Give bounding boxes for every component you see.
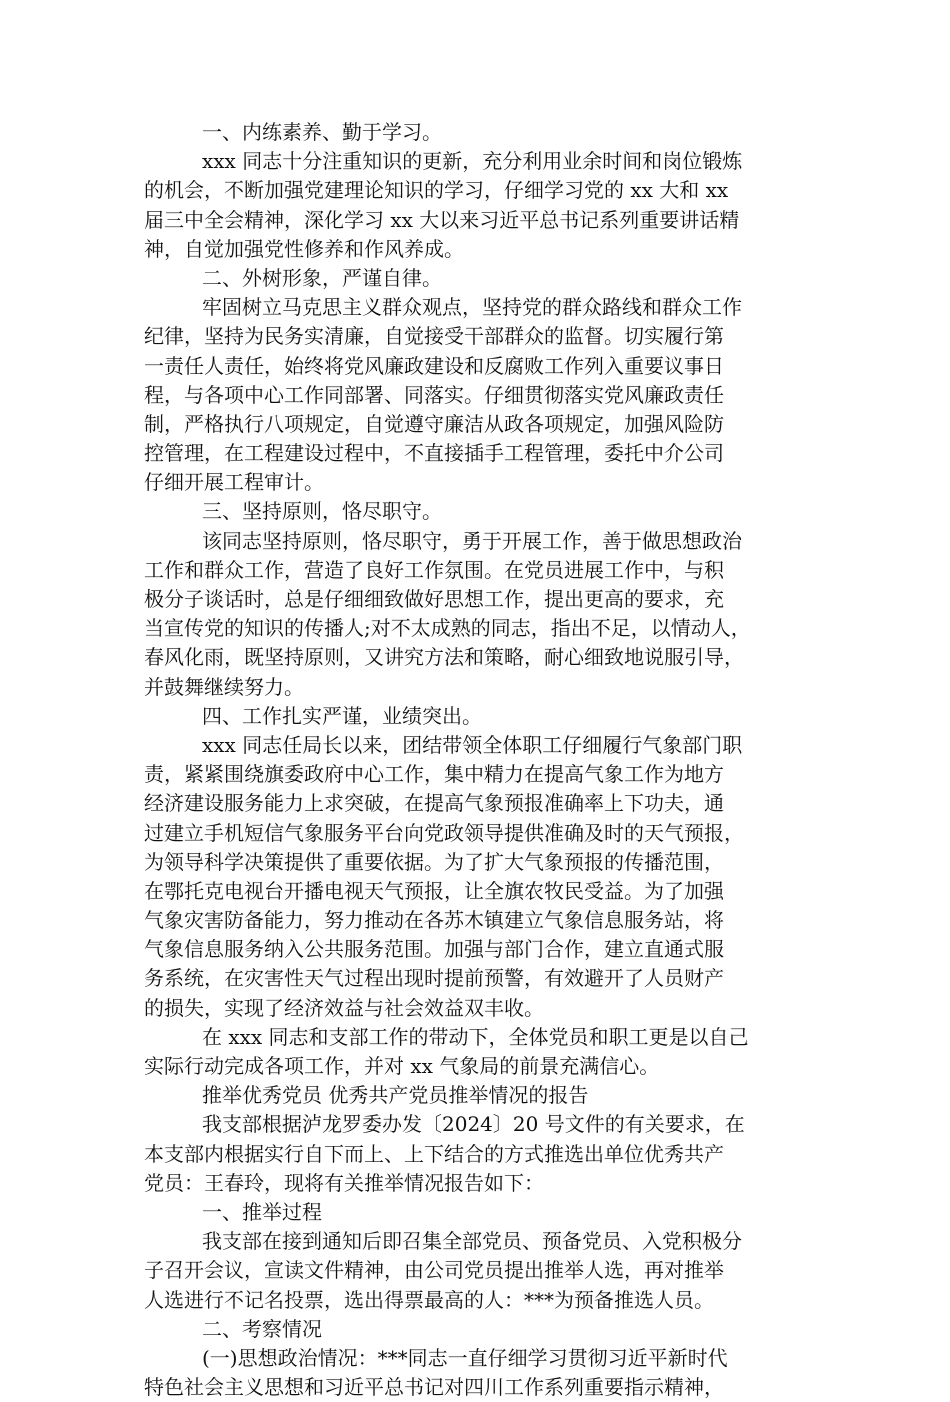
paragraph-line: 经济建设服务能力上求突破，在提高气象预报准确率上下功夫，通 [144, 791, 724, 816]
paragraph-line: 并鼓舞继续努力。 [144, 674, 304, 699]
paragraph-first-line: xxx 同志任局长以来，团结带领全体职工仔细履行气象部门职 [202, 732, 743, 757]
paragraph-first-line: 一、推举过程 [202, 1199, 322, 1224]
paragraph-line: 特色社会主义思想和习近平总书记对四川工作系列重要指示精神， [144, 1375, 724, 1400]
paragraph-line: 的机会，不断加强党建理论知识的学习，仔细学习党的 xx 大和 xx [144, 178, 729, 203]
paragraph-line: 仔细开展工程审计。 [144, 470, 324, 495]
paragraph-line: 气象灾害防备能力，努力推动在各苏木镇建立气象信息服务站，将 [144, 908, 724, 933]
paragraph-line: 为领导科学决策提供了重要依据。为了扩大气象预报的传播范围， [144, 849, 724, 874]
paragraph-first-line: 四、工作扎实严谨，业绩突出。 [202, 703, 482, 728]
paragraph-line: 气象信息服务纳入公共服务范围。加强与部门合作，建立直通式服 [144, 937, 724, 962]
paragraph-line: 党员：王春玲，现将有关推举情况报告如下： [144, 1170, 544, 1195]
paragraph-first-line: 牢固树立马克思主义群众观点，坚持党的群众路线和群众工作 [202, 295, 742, 320]
paragraph-line: 纪律，坚持为民务实清廉，自觉接受干部群众的监督。切实履行第 [144, 324, 724, 349]
paragraph-line: 制，严格执行八项规定，自觉遵守廉洁从政各项规定，加强风险防 [144, 411, 724, 436]
paragraph-line: 责，紧紧围绕旗委政府中心工作，集中精力在提高气象工作为地方 [144, 762, 724, 787]
paragraph-line: 当宣传党的知识的传播人;对不太成熟的同志，指出不足，以情动人， [144, 616, 751, 641]
document-body [144, 118, 812, 1402]
paragraph-first-line: 在 xxx 同志和支部工作的带动下，全体党员和职工更是以自己 [202, 1024, 749, 1049]
paragraph-line: 控管理，在工程建设过程中，不直接插手工程管理，委托中介公司 [144, 441, 724, 466]
paragraph-first-line: 该同志坚持原则，恪尽职守，勇于开展工作，善于做思想政治 [202, 528, 742, 553]
paragraph-line: 程，与各项中心工作同部署、同落实。仔细贯彻落实党风廉政责任 [144, 382, 724, 407]
paragraph-first-line: 二、考察情况 [202, 1316, 322, 1341]
paragraph-line: 子召开会议，宣读文件精神，由公司党员提出推举人选，再对推举 [144, 1258, 724, 1283]
paragraph-first-line: 三、坚持原则，恪尽职守。 [202, 499, 442, 524]
paragraph-line: 一责任人责任，始终将党风廉政建设和反腐败工作列入重要议事日 [144, 353, 724, 378]
paragraph-first-line: 我支部根据泸龙罗委办发〔2024〕20 号文件的有关要求，在 [202, 1112, 745, 1137]
paragraph-first-line: (一)思想政治情况：***同志一直仔细学习贯彻习近平新时代 [202, 1345, 728, 1370]
paragraph-first-line: 我支部在接到通知后即召集全部党员、预备党员、入党积极分 [202, 1229, 742, 1254]
paragraph-first-line: 二、外树形象，严谨自律。 [202, 265, 442, 290]
paragraph-first-line: xxx 同志十分注重知识的更新，充分利用业余时间和岗位锻炼 [202, 149, 743, 174]
paragraph-line: 工作和群众工作，营造了良好工作氛围。在党员进展工作中，与积 [144, 557, 724, 582]
paragraph-line: 本支部内根据实行自下而上、上下结合的方式推选出单位优秀共产 [144, 1141, 724, 1166]
paragraph-first-line: 推举优秀党员 优秀共产党员推举情况的报告 [202, 1083, 589, 1108]
paragraph-line: 极分子谈话时，总是仔细细致做好思想工作，提出更高的要求，充 [144, 587, 724, 611]
paragraph-line: 过建立手机短信气象服务平台向党政领导提供准确及时的天气预报， [144, 820, 744, 845]
paragraph-line: 的损失，实现了经济效益与社会效益双丰收。 [144, 995, 544, 1020]
paragraph-line: 春风化雨，既坚持原则，又讲究方法和策略，耐心细致地说服引导， [144, 645, 744, 670]
paragraph-line: 务系统，在灾害性天气过程出现时提前预警，有效避开了人员财产 [144, 966, 724, 991]
paragraph-line: 神，自觉加强党性修养和作风养成。 [144, 236, 464, 261]
paragraph-line: 人选进行不记名投票，选出得票最高的人：***为预备推选人员。 [144, 1287, 714, 1312]
paragraph-line: 实际行动完成各项工作，并对 xx 气象局的前景充满信心。 [144, 1054, 660, 1078]
paragraph-first-line: 一、内练素养、勤于学习。 [202, 120, 442, 144]
paragraph-line: 在鄂托克电视台开播电视天气预报，让全旗农牧民受益。为了加强 [144, 878, 724, 903]
paragraph-line: 届三中全会精神，深化学习 xx 大以来习近平总书记系列重要讲话精 [144, 207, 740, 232]
